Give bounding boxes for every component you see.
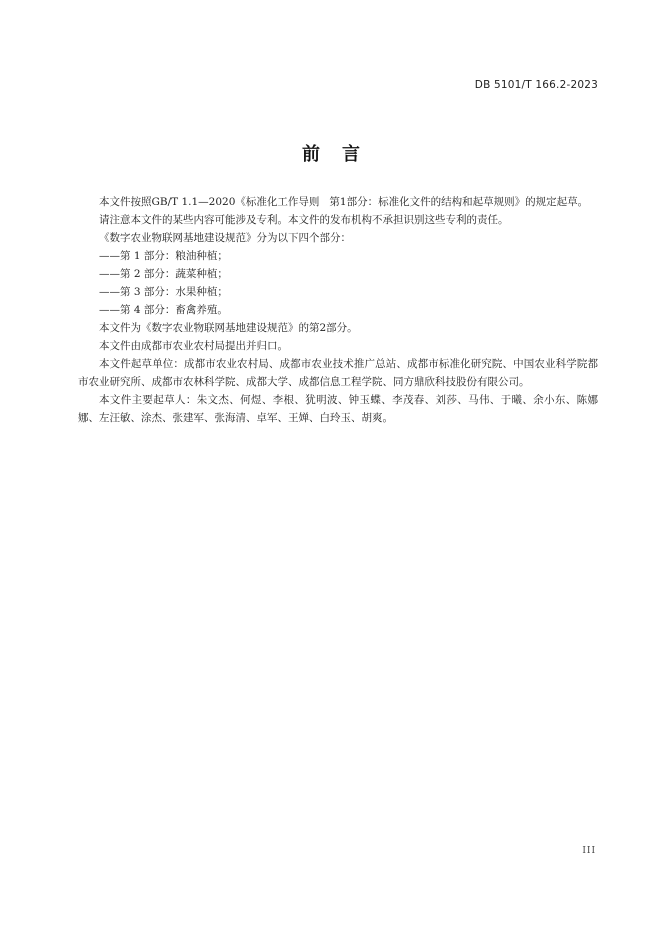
- document-code: DB 5101/T 166.2-2023: [474, 79, 598, 91]
- list-item-part-1: ——第 1 部分：粮油种植；: [99, 250, 228, 262]
- list-item-part-2: ——第 2 部分：蔬菜种植；: [99, 268, 228, 280]
- list-item-part-4: ——第 4 部分：畜禽养殖。: [99, 304, 228, 316]
- paragraph-drafting-rules: [78, 193, 598, 211]
- paragraph-main-drafters: 本文件主要起草人：朱文杰、何煜、李根、犹明波、钟玉蝶、李茂春、刘莎、马伟、于曦、余小东、陈娜娜、左汪敏、涂杰、张建军、张海清、卓军、王婵、白玲玉、胡爽。: [78, 394, 598, 424]
- paragraph-proposer: 本文件由成都市农业农村局提出并归口。: [99, 340, 288, 352]
- paragraph-drafting-rules-part2: 第1部分：标准化文件的结构和起草规则》的规定起草。: [329, 196, 589, 208]
- paragraph-drafting-rules-part1: 本文件按照GB/T 1.1—2020《标准化工作导则: [99, 196, 320, 208]
- paragraph-patent-notice: 请注意本文件的某些内容可能涉及专利。本文件的发布机构不承担识别这些专利的责任。: [99, 214, 509, 226]
- paragraph-parts-intro: 《数字农业物联网基地建设规范》分为以下四个部分：: [99, 232, 351, 244]
- foreword-body: [78, 193, 598, 427]
- paragraph-drafting-units: 本文件起草单位：成都市农业农村局、成都市农业技术推广总站、成都市标准化研究院、中国农业科学院都市农业研究所、成都市农林科学院、成都大学、成都信息工程学院、同方鼎欣科技股份有限公司。: [78, 358, 598, 388]
- paragraph-document-part: 本文件为《数字农业物联网基地建设规范》的第2部分。: [99, 322, 358, 334]
- list-item-part-3: ——第 3 部分：水果种植；: [99, 286, 228, 298]
- page-title: 前言: [302, 144, 382, 165]
- page-number: III: [582, 846, 596, 856]
